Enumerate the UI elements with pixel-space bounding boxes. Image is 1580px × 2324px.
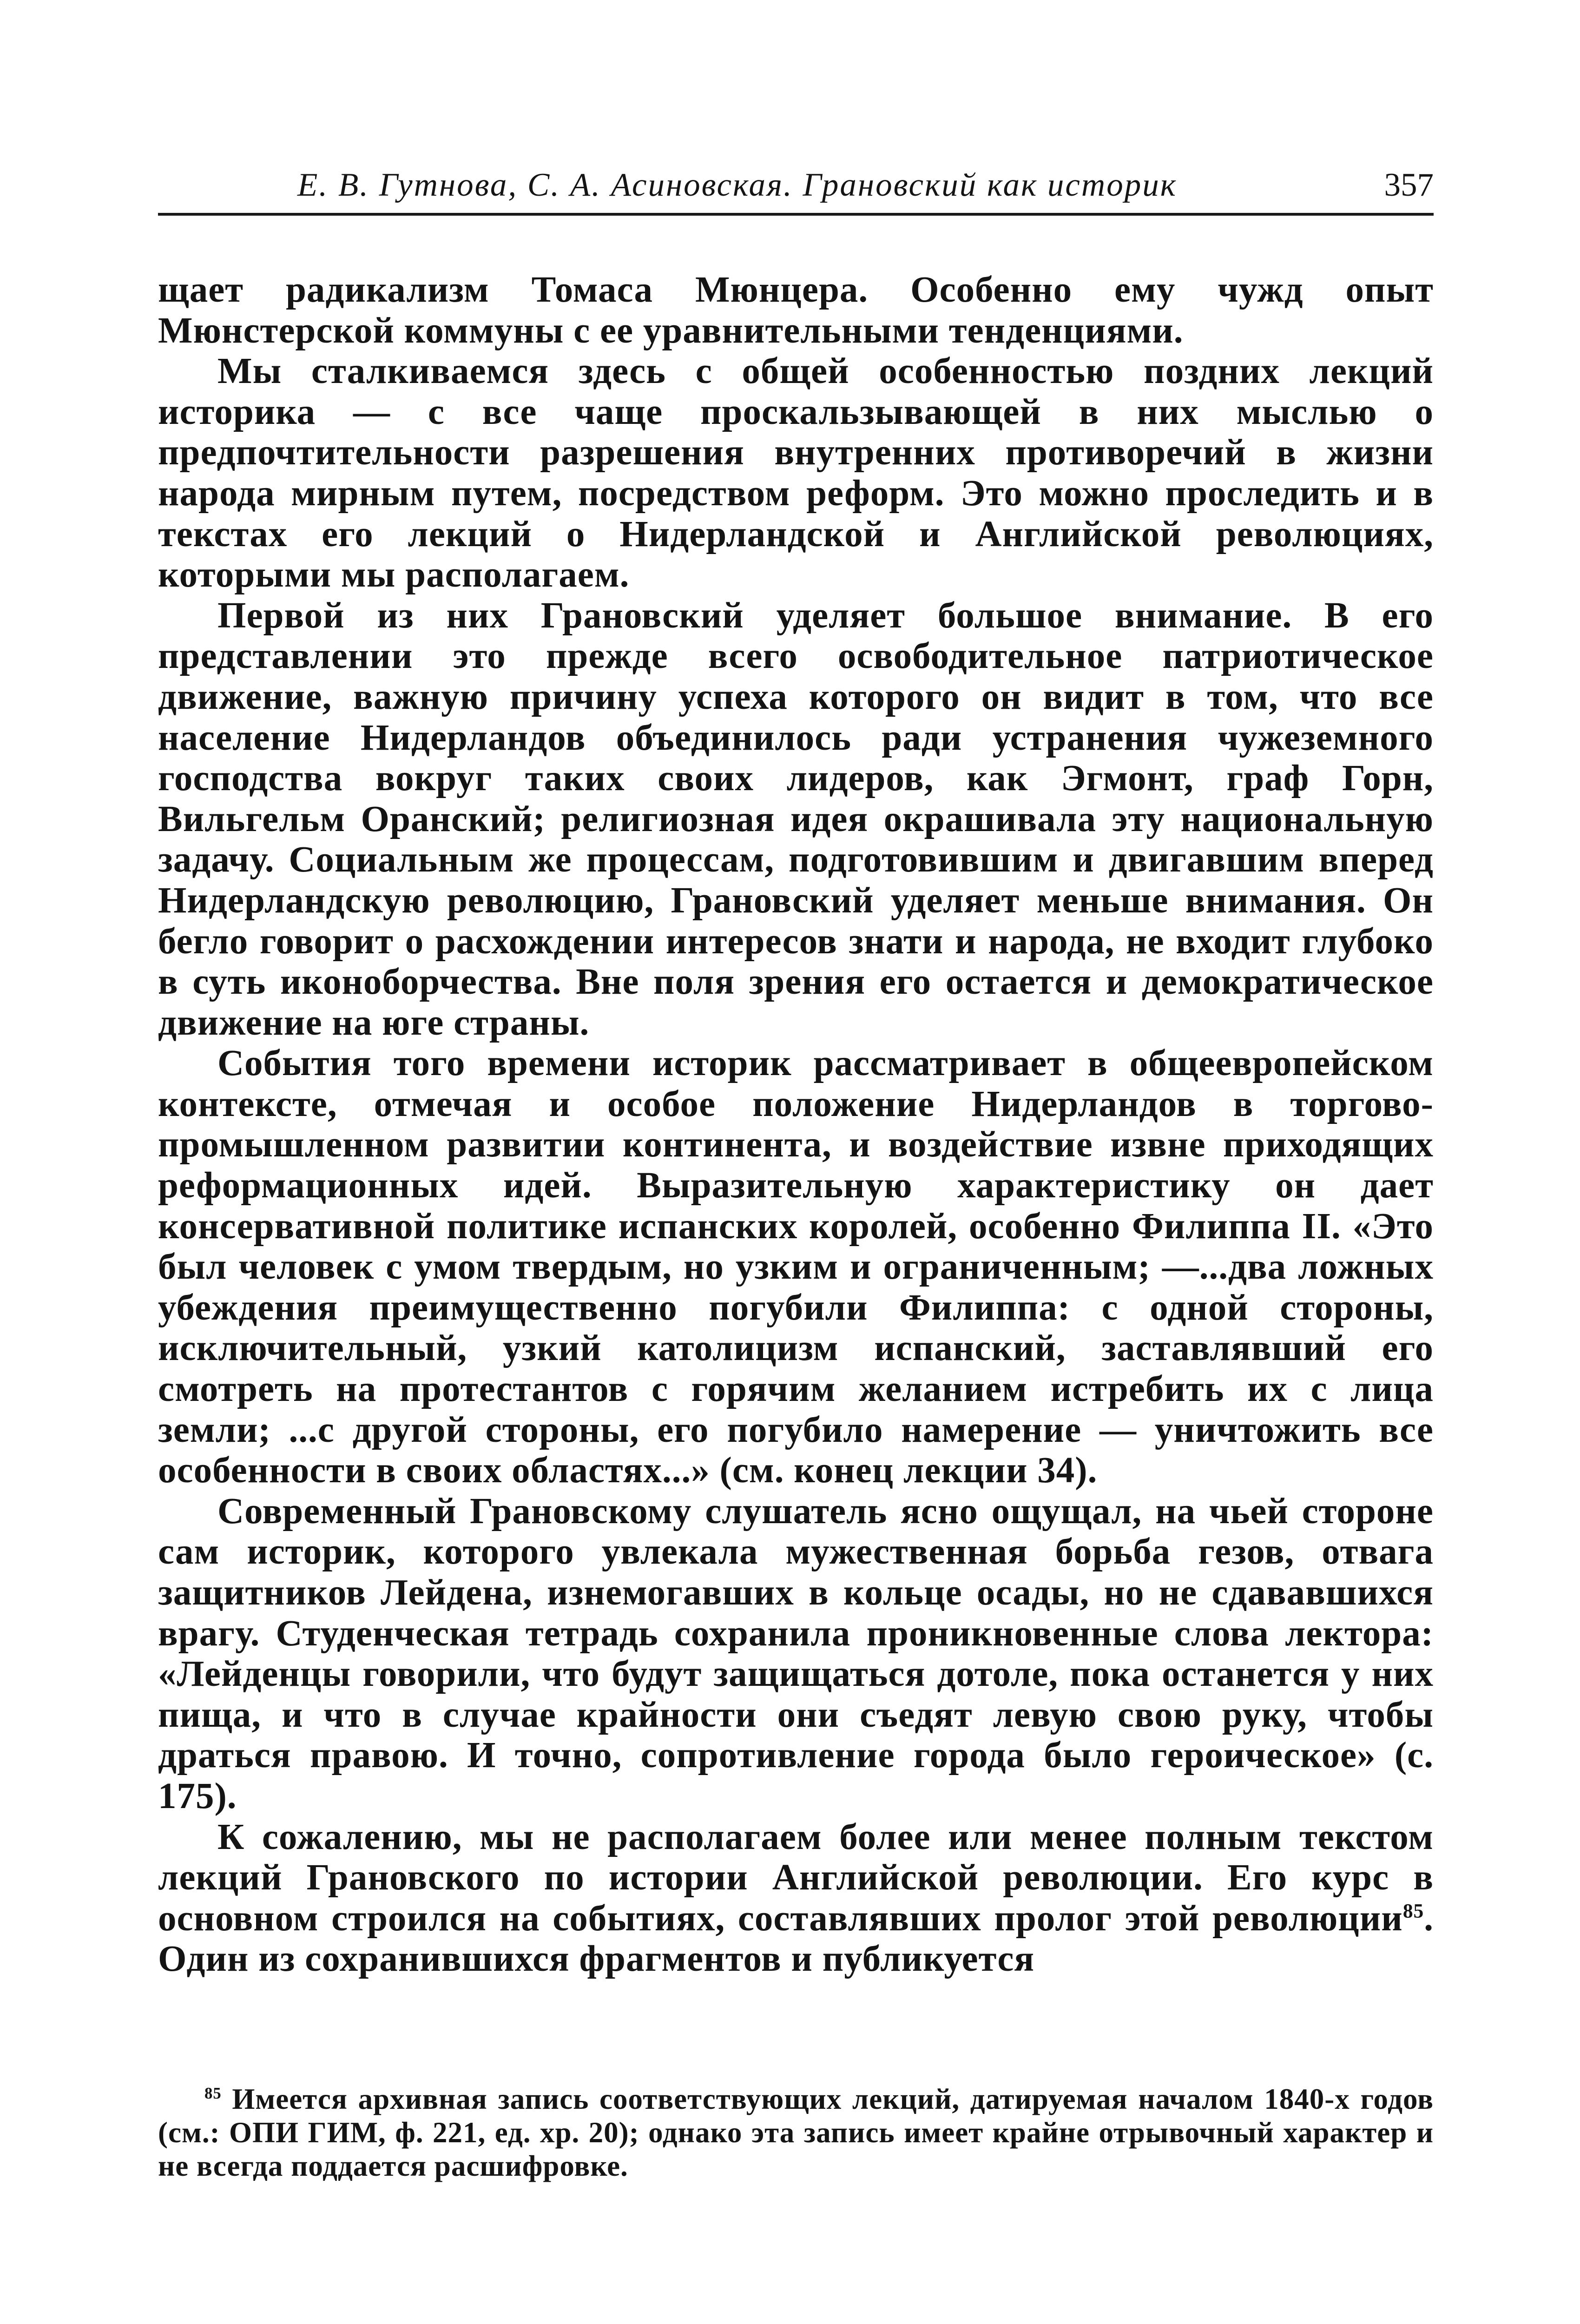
paragraph-4 <box>158 1043 1434 1491</box>
paragraph-5 <box>158 1491 1434 1817</box>
paragraph-3-text: Первой из них Грановский уделяет большое внимание. В его представлении это прежде всего освободительное патриотическое движение, важную причину успеха которого он видит в том, что все население Нидерландов объединилось ради устранения чужеземного господства вокруг таких своих лидеров, как Эгмонт, граф Горн, Вильгельм Оранский; религиозная идея окрашивала эту национальную задачу. Социальным же процессам, подготовившим и двигавшим вперед Нидерландскую революцию, Грановский уделяет меньше внимания. Он бегло говорит о расхождении интересов знати и народа, не входит глубоко в суть иконоборчества. Вне поля зрения его остается и демократическое движение на юге страны. <box>158 595 1434 1043</box>
running-title: Е. В. Гутнова, С. А. Асиновская. Грановский как историк <box>297 167 1177 203</box>
footnote-text: Имеется архивная запись соответствующих лекций, датируемая началом 1840-х годов (см.: ОПИ ГИМ, ф. 221, ед. хр. 20); однако эта запись имеет крайне отрывочный характер и не всегда поддается расшифровке. <box>158 2083 1434 2182</box>
header-rule <box>158 213 1434 216</box>
footnote-85 <box>158 2082 1434 2183</box>
paragraph-6 <box>158 1817 1434 1980</box>
paragraph-3 <box>158 595 1434 1043</box>
paragraph-5-text: Современный Грановскому слушатель ясно ощущал, на чьей стороне сам историк, которого увлекала мужественная борьба гезов, отвага защитников Лейдена, изнемогавших в кольце осады, но не сдававшихся врагу. Студенческая тетрадь сохранила проникновенные слова лектора: «Лейденцы говорили, что будут защищаться дотоле, пока останется у них пища, и что в случае крайности они съедят левую свою руку, чтобы драться правою. И точно, сопротивление города было героическое» (с. 175). <box>158 1491 1434 1816</box>
paragraph-2-text: Мы сталкиваемся здесь с общей особенностью поздних лекций историка — с все чаще проскальзывающей в них мыслью о предпочтительности разрешения внутренних противоречий в жизни народа мирным путем, посредством реформ. Это можно проследить и в текстах его лекций о Нидерландской и Английской революциях, которыми мы располагаем. <box>158 351 1434 595</box>
paragraph-6-continuation: . Один из сохранившихся фрагментов и публикуется <box>158 1898 1434 1980</box>
footnote-marker: 85 <box>204 2085 222 2102</box>
paragraph-1-text: щает радикализм Томаса Мюнцера. Особенно ему чужд опыт Мюнстерской коммуны с ее уравнительными тенденциями. <box>158 270 1434 351</box>
paragraph-4-text: События того времени историк рассматривает в общеевропейском контексте, отмечая и особое положение Нидерландов в торгово-промышленном развитии континента, и воздействие извне приходящих реформационных идей. Выразительную характеристику он дает консервативной политике испанских королей, особенно Филиппа II. «Это был человек с умом твердым, но узким и ограниченным; —...два ложных убеждения преимущественно погубили Филиппа: с одной стороны, исключительный, узкий католицизм испанский, заставлявший его смотреть на протестантов с горячим желанием истребить их с лица земли; ...с другой стороны, его погубило намерение — уничтожить все особенности в своих областях...» (см. конец лекции 34). <box>158 1043 1434 1491</box>
paragraph-2 <box>158 351 1434 595</box>
footnotes <box>158 2082 1434 2183</box>
paragraph-1 <box>158 270 1434 351</box>
main-text <box>158 270 1434 1980</box>
running-head <box>158 158 1434 209</box>
page-number: 357 <box>1384 167 1434 203</box>
paragraph-6-text: К сожалению, мы не располагаем более или менее полным текстом лекций Грановского по истории Английской революции. Его курс в основном строился на событиях, составлявших пролог этой революции <box>158 1816 1434 1939</box>
footnote-reference: 85 <box>1402 1900 1424 1922</box>
